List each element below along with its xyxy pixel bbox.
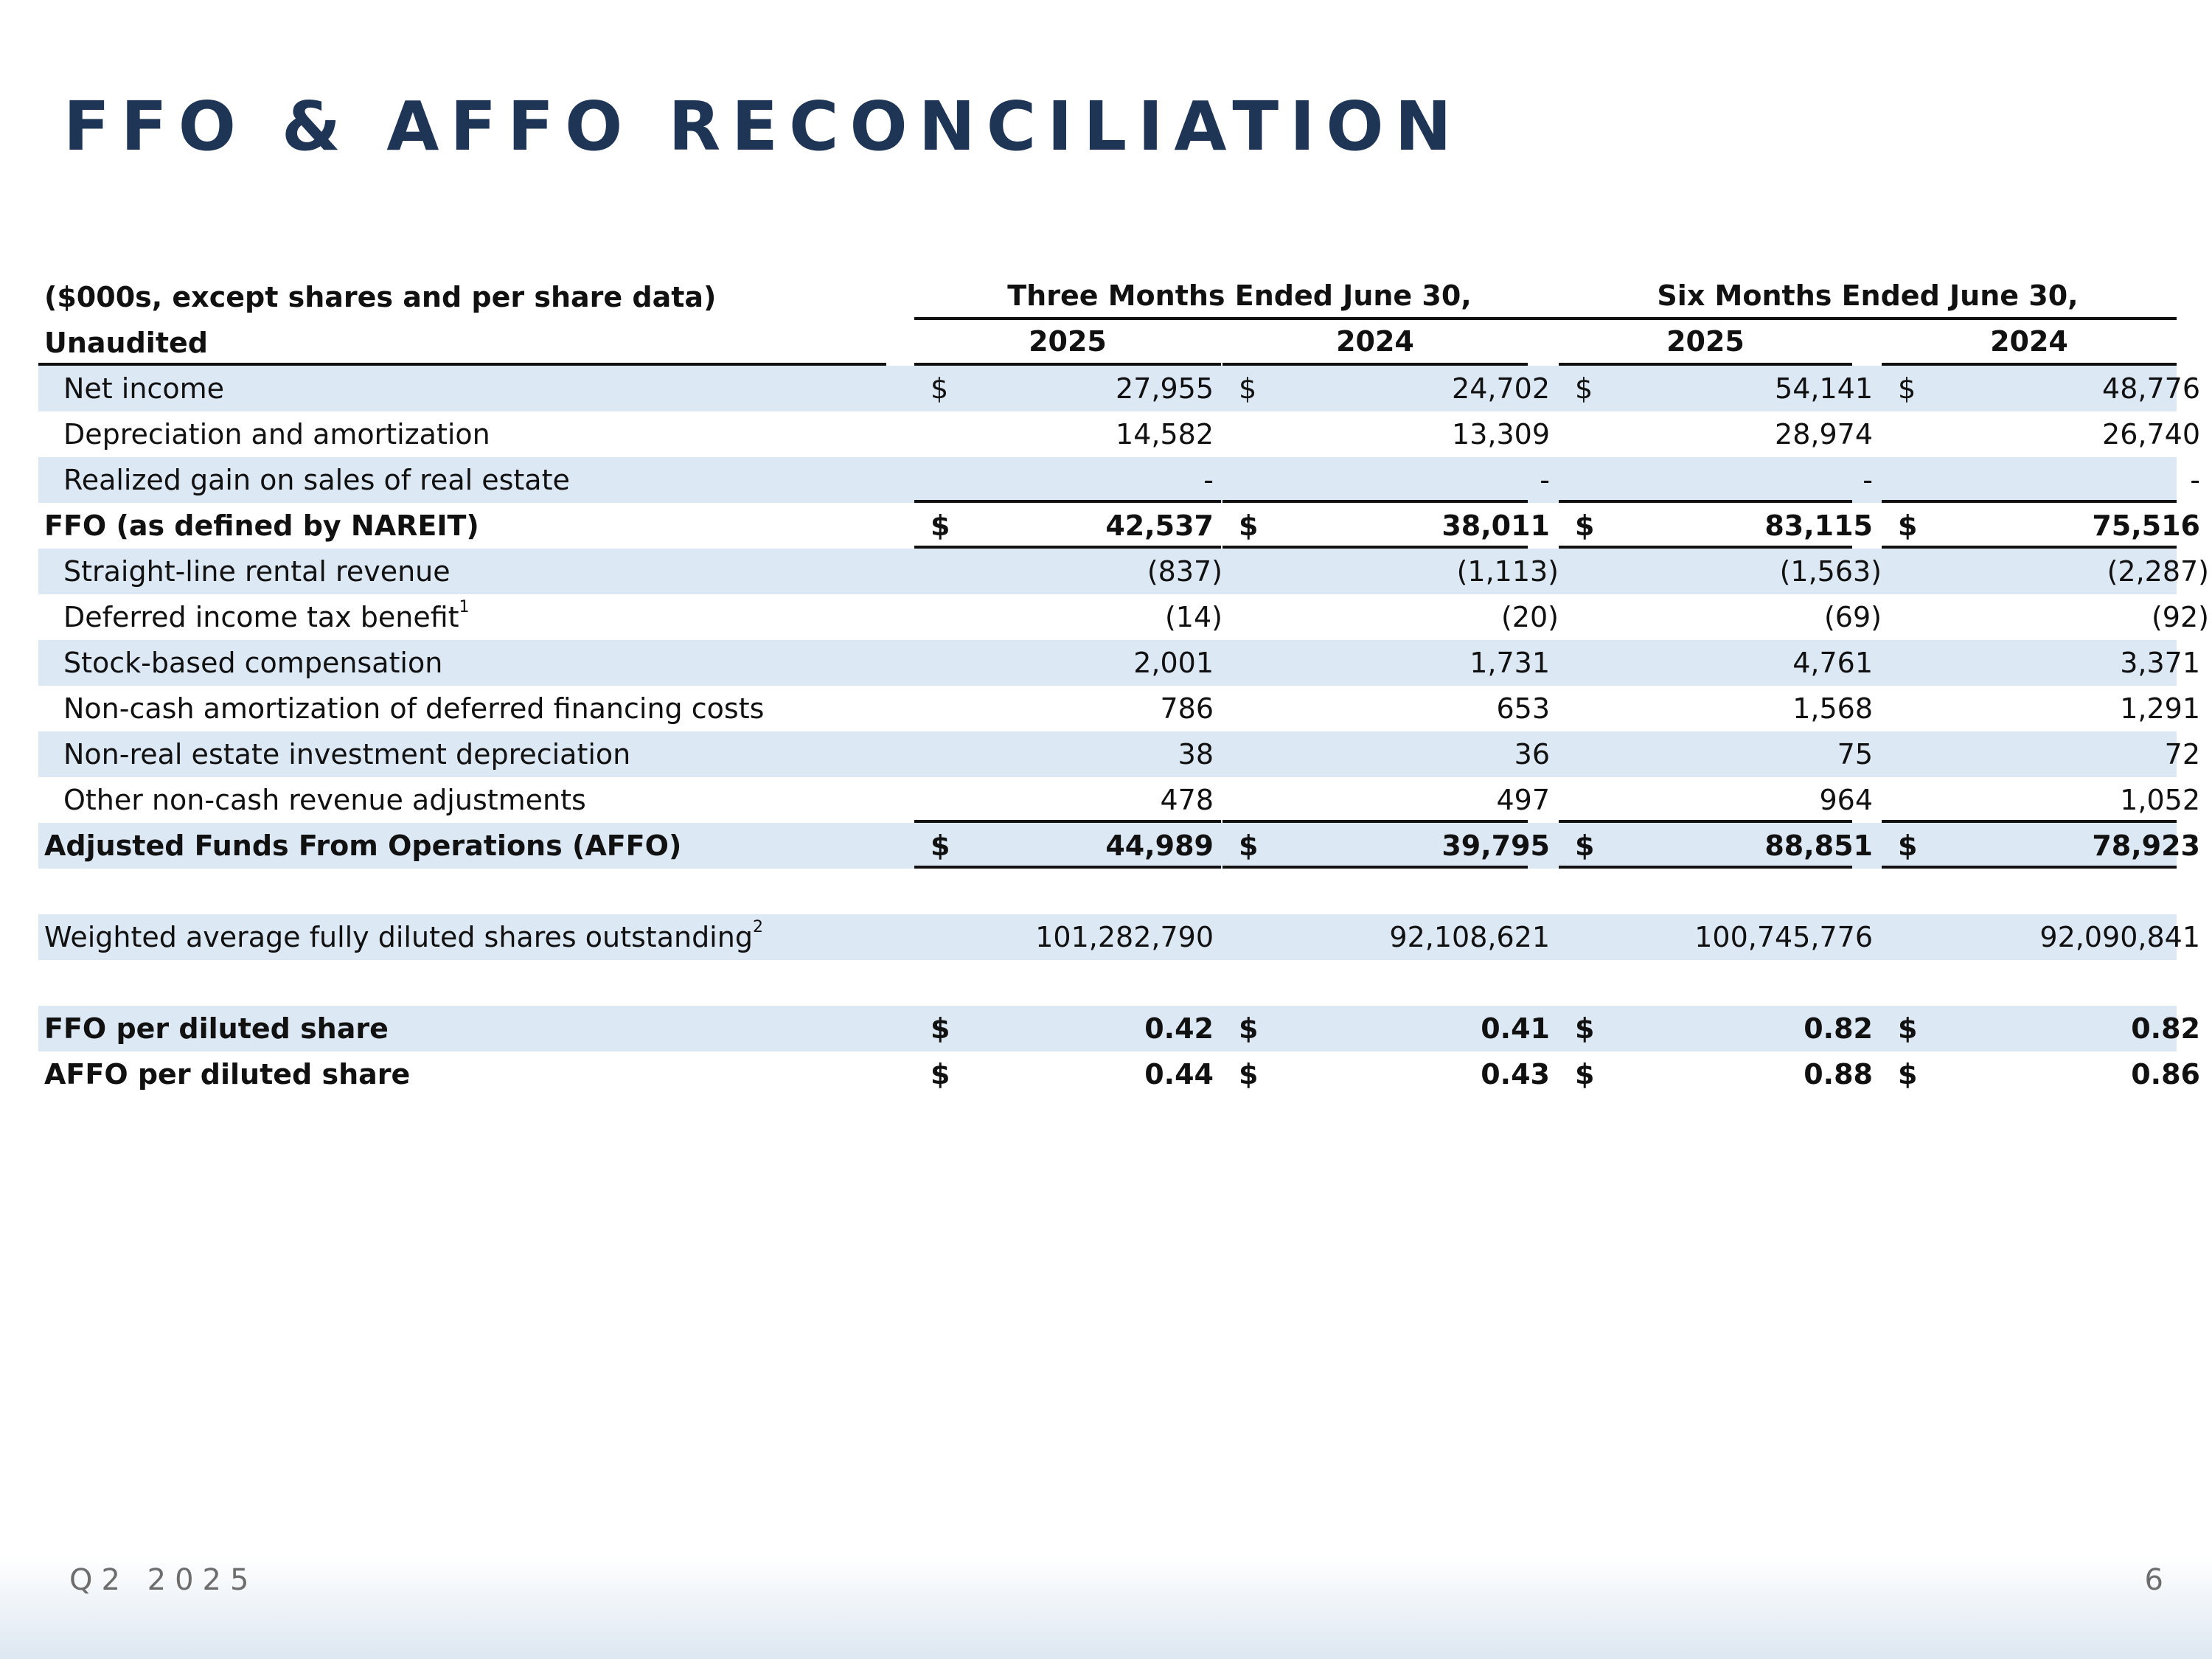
cell-value: 0.43 [1481, 1058, 1550, 1091]
cell-value: 1,568 [1792, 692, 1873, 725]
table-row [38, 914, 2200, 960]
cell-value: (1,113) [1456, 555, 1559, 588]
row-label [63, 457, 570, 503]
row-label [44, 503, 479, 549]
row-label-text: FFO per diluted share [44, 1012, 389, 1045]
row-label-text: AFFO per diluted share [44, 1058, 411, 1091]
table-row [38, 686, 2200, 731]
row-label [63, 366, 224, 411]
cell-value: 78,923 [2092, 830, 2200, 862]
table-row [38, 411, 2200, 457]
row-label-text: Other non-cash revenue adjustments [63, 784, 586, 816]
table-row [38, 777, 2200, 823]
cell-value: 72 [2164, 738, 2200, 771]
currency-symbol: $ [1898, 1012, 1918, 1045]
footer-band [0, 1556, 2212, 1659]
row-label-text: Stock-based compensation [63, 647, 443, 679]
cell-value: 0.42 [1144, 1012, 1214, 1045]
currency-symbol: $ [931, 1012, 950, 1045]
spacer-row [38, 869, 2177, 914]
currency-symbol: $ [931, 1058, 950, 1091]
currency-symbol: $ [1239, 509, 1259, 542]
cell-value: 83,115 [1764, 509, 1873, 542]
cell-value: 26,740 [2102, 418, 2200, 451]
units-label: ($000s, except shares and per share data) [44, 281, 717, 313]
spacer-row [38, 960, 2177, 1006]
page-number: 6 [2144, 1563, 2163, 1597]
cell-value: 1,052 [2120, 784, 2200, 816]
cell-value: 0.88 [1804, 1058, 1873, 1091]
table-row [38, 503, 2200, 549]
cell-value: 101,282,790 [1035, 921, 1214, 953]
cell-value: 100,745,776 [1694, 921, 1873, 953]
cell-value: 92,090,841 [2039, 921, 2200, 953]
row-label-text: Depreciation and amortization [63, 418, 490, 451]
table-row [38, 1006, 2200, 1051]
cell-value: (20) [1500, 601, 1559, 633]
row-label [63, 731, 630, 777]
currency-symbol: $ [1575, 372, 1593, 405]
table-row [38, 457, 2200, 503]
currency-symbol: $ [1898, 509, 1918, 542]
row-label-text: FFO (as defined by NAREIT) [44, 509, 479, 542]
cell-value: 48,776 [2102, 372, 2200, 405]
currency-symbol: $ [931, 830, 950, 862]
cell-value: (2,287) [2107, 555, 2209, 588]
cell-value: (1,563) [1779, 555, 1882, 588]
footer-period: Q2 2025 [69, 1563, 258, 1597]
reconciliation-table [38, 274, 2209, 1097]
row-label [44, 914, 763, 960]
table-row [38, 640, 2200, 686]
footnote-marker: 1 [459, 598, 470, 617]
six-months-header: Six Months Ended June 30, [1559, 274, 2177, 320]
year-header: 2024 [1882, 320, 2177, 366]
table-row [38, 731, 2200, 777]
year-header: 2025 [1559, 320, 1852, 366]
cell-value: 44,989 [1105, 830, 1214, 862]
cell-value: - [1540, 464, 1550, 496]
row-label-text: Weighted average fully diluted shares outstanding [44, 921, 753, 953]
row-label-text: Non-real estate investment depreciation [63, 738, 631, 771]
cell-value: - [2190, 464, 2200, 496]
row-label [63, 640, 442, 686]
cell-value: 1,731 [1470, 647, 1550, 679]
row-label-text: Non-cash amortization of deferred financing costs [63, 692, 765, 725]
currency-symbol: $ [931, 509, 950, 542]
currency-symbol: $ [1898, 1058, 1918, 1091]
cell-value: 54,141 [1775, 372, 1873, 405]
currency-symbol: $ [1575, 1012, 1595, 1045]
cell-value: 0.41 [1481, 1012, 1550, 1045]
unaudited-label: Unaudited [44, 327, 208, 359]
currency-symbol: $ [1239, 372, 1257, 405]
cell-value: 1,291 [2120, 692, 2200, 725]
currency-symbol: $ [1898, 830, 1918, 862]
cell-value: 14,582 [1116, 418, 1214, 451]
currency-symbol: $ [1239, 1012, 1259, 1045]
cell-value: 13,309 [1452, 418, 1550, 451]
page-title: FFO & AFFO RECONCILIATION [63, 87, 1463, 166]
currency-symbol: $ [1239, 830, 1259, 862]
cell-value: 92,108,621 [1389, 921, 1550, 953]
row-label-text: Realized gain on sales of real estate [63, 464, 570, 496]
cell-value: 36 [1514, 738, 1550, 771]
table-row [38, 1051, 2200, 1097]
cell-value: (92) [2151, 601, 2209, 633]
table-header-row [38, 274, 2177, 320]
currency-symbol: $ [1898, 372, 1916, 405]
year-header: 2025 [914, 320, 1221, 366]
cell-value: 653 [1496, 692, 1550, 725]
row-label [44, 1051, 410, 1097]
cell-value: (14) [1164, 601, 1222, 633]
row-label [63, 594, 470, 640]
cell-value: 0.86 [2131, 1058, 2200, 1091]
row-label [63, 411, 490, 457]
cell-value: 38 [1178, 738, 1214, 771]
row-label [63, 549, 451, 594]
currency-symbol: $ [931, 372, 949, 405]
year-header: 2024 [1222, 320, 1528, 366]
cell-value: 88,851 [1764, 830, 1873, 862]
cell-value: 75 [1837, 738, 1873, 771]
cell-value: - [1863, 464, 1873, 496]
cell-value: (69) [1823, 601, 1882, 633]
cell-value: 75,516 [2092, 509, 2200, 542]
row-label [44, 823, 681, 869]
table-row [38, 549, 2209, 594]
cell-value: 2,001 [1133, 647, 1214, 679]
row-label [63, 686, 764, 731]
cell-value: 497 [1496, 784, 1550, 816]
row-label [44, 1006, 389, 1051]
cell-value: 38,011 [1441, 509, 1550, 542]
cell-value: 4,761 [1792, 647, 1873, 679]
table-row [38, 823, 2200, 869]
cell-value: 478 [1160, 784, 1214, 816]
row-label [63, 777, 586, 823]
cell-value: 28,974 [1775, 418, 1873, 451]
cell-value: 27,955 [1116, 372, 1214, 405]
cell-value: 0.82 [2131, 1012, 2200, 1045]
cell-value: 0.44 [1144, 1058, 1214, 1091]
row-label-text: Net income [63, 372, 224, 405]
table-header-years-row [38, 320, 2177, 366]
cell-value: 786 [1160, 692, 1214, 725]
cell-value: 24,702 [1452, 372, 1550, 405]
table-row [38, 366, 2200, 411]
cell-value: (837) [1147, 555, 1222, 588]
footnote-marker: 2 [752, 918, 763, 937]
row-label-text: Straight-line rental revenue [63, 555, 451, 588]
cell-value: 964 [1819, 784, 1873, 816]
three-months-header: Three Months Ended June 30, [914, 274, 1565, 320]
table-row [38, 594, 2209, 640]
cell-value: 3,371 [2120, 647, 2200, 679]
cell-value: 42,537 [1105, 509, 1214, 542]
currency-symbol: $ [1575, 1058, 1595, 1091]
cell-value: 0.82 [1804, 1012, 1873, 1045]
row-label-text: Deferred income tax benefit [63, 601, 459, 633]
currency-symbol: $ [1239, 1058, 1259, 1091]
cell-value: 39,795 [1441, 830, 1550, 862]
currency-symbol: $ [1575, 830, 1595, 862]
cell-value: - [1203, 464, 1214, 496]
row-label-text: Adjusted Funds From Operations (AFFO) [44, 830, 682, 862]
currency-symbol: $ [1575, 509, 1595, 542]
